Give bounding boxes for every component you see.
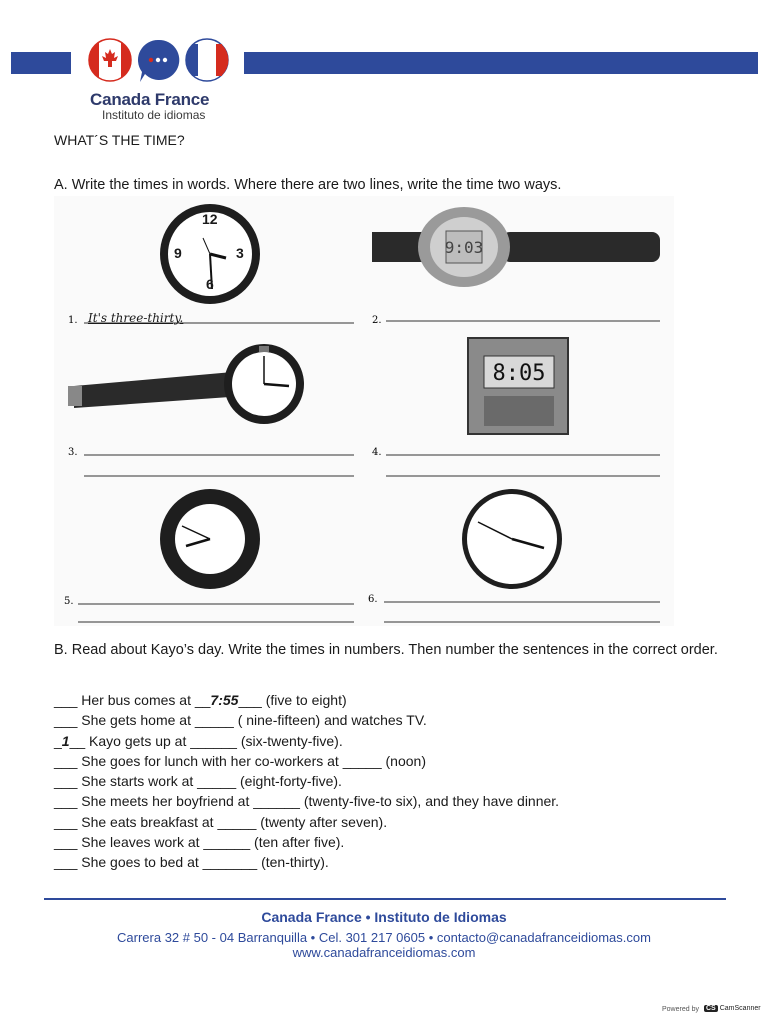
footer-website[interactable]: www.canadafranceidiomas.com: [292, 945, 476, 960]
digital-clock-icon: [468, 338, 568, 434]
sentence-text: __ Kayo gets up at ______ (six-twenty-five).: [69, 732, 343, 749]
footer-divider: [44, 898, 726, 900]
round-clock-icon: [160, 489, 260, 589]
item-1-answer: It's three-thirty.: [88, 311, 184, 325]
list-item: [54, 771, 559, 791]
footer-title: Canada France • Instituto de Idiomas: [261, 909, 507, 925]
clock-numeral: 12: [202, 211, 218, 227]
time-answer: 7:55: [210, 692, 239, 708]
sentence-list: [54, 690, 559, 873]
svg-text:1.: 1.: [68, 315, 78, 326]
digital-clock-display: 8:05: [492, 361, 546, 386]
order-blank[interactable]: _: [54, 732, 62, 749]
brand-name: Canada France: [90, 90, 210, 109]
sentence-text: She goes for lunch with her co-workers at _____ (noon): [77, 752, 426, 769]
svg-text:3.: 3.: [68, 447, 78, 458]
svg-text:5.: 5.: [64, 596, 74, 607]
clock-numeral: 6: [206, 276, 214, 292]
logo: [88, 36, 230, 86]
powered-by-label: Powered by: [662, 1006, 699, 1013]
order-blank[interactable]: ___: [54, 773, 78, 790]
page-title: WHAT´S THE TIME?: [54, 132, 185, 148]
footer-address: Carrera 32 # 50 - 04 Barranquilla • Cel. 301 217 0605 • contacto@canadafranceidiomas.com: [117, 930, 651, 945]
order-blank[interactable]: ___: [54, 752, 78, 769]
sentence-text: Her bus comes at __: [77, 692, 211, 708]
list-item: [54, 690, 559, 710]
order-blank[interactable]: ___: [54, 834, 78, 851]
camscanner-name: CamScanner: [719, 1005, 761, 1012]
order-number: 1: [61, 732, 70, 749]
header-band-right: [244, 52, 758, 74]
clock-numeral: 3: [236, 245, 244, 261]
svg-text:2.: 2.: [372, 315, 382, 326]
sentence-text: She gets home at _____ ( nine-fifteen) and watches TV.: [77, 712, 427, 729]
clock-illustrations: [54, 196, 674, 626]
section-b-instruction: B. Read about Kayo’s day. Write the times in numbers. Then number the sentences in the correct order.: [54, 642, 718, 658]
order-blank[interactable]: ___: [54, 813, 78, 830]
list-item: [54, 852, 559, 872]
list-item: [54, 812, 559, 832]
svg-text:6.: 6.: [368, 594, 378, 605]
sentence-text: She eats breakfast at _____ (twenty after seven).: [77, 813, 388, 830]
camscanner-icon: CS: [706, 1005, 716, 1012]
camscanner-logo: [704, 1005, 761, 1012]
list-item: [54, 791, 559, 811]
list-item: [54, 731, 559, 751]
clock-numeral: 9: [174, 245, 182, 261]
section-a-instruction: A. Write the times in words. Where there are two lines, write the time two ways.: [54, 177, 562, 193]
order-blank[interactable]: ___: [54, 854, 78, 871]
order-blank[interactable]: ___: [54, 692, 78, 708]
order-blank[interactable]: ___: [54, 712, 78, 729]
svg-text:4.: 4.: [372, 447, 382, 458]
list-item: [54, 832, 559, 852]
list-item: [54, 710, 559, 730]
order-blank[interactable]: ___: [54, 793, 78, 810]
sentence-text: She meets her boyfriend at ______ (twenty-five-to six), and they have dinner.: [77, 793, 560, 810]
wall-clock-2-icon: [462, 489, 562, 589]
sentence-text: She starts work at _____ (eight-forty-five).: [77, 773, 342, 790]
sentence-text: She goes to bed at _______ (ten-thirty).: [77, 854, 329, 871]
sentence-text: ___ (five to eight): [238, 692, 347, 708]
sentence-text: She leaves work at ______ (ten after five).: [77, 834, 345, 851]
brand-subtitle: Instituto de idiomas: [102, 108, 206, 122]
list-item: [54, 751, 559, 771]
svg-text:9:03: 9:03: [444, 238, 484, 257]
header-band-left: [11, 52, 71, 74]
